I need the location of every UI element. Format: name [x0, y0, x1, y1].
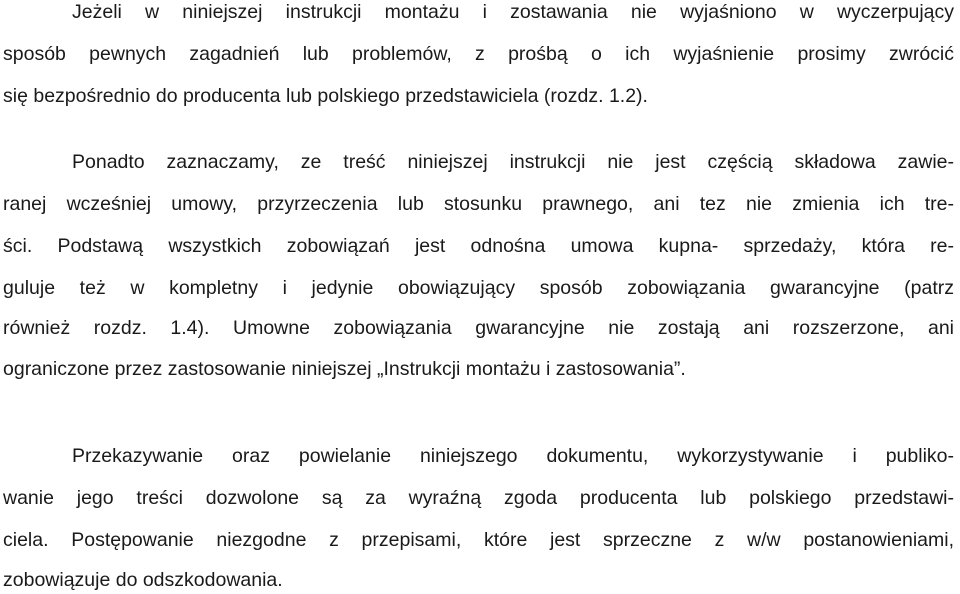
paragraph-3-line-3: ciela. Postępowanie niezgodne z przepisami, które jest sprzeczne z w/w postanowieniami, [3, 529, 954, 551]
paragraph-2-line-3: ści. Podstawą wszystkich zobowiązań jest odnośna umowa kupna- sprzedaży, która re- [3, 235, 954, 257]
paragraph-2-line-1: Ponadto zaznaczamy, ze treść niniejszej instrukcji nie jest częścią składowa zawie- [72, 151, 954, 173]
paragraph-1-line-3: się bezpośrednio do producenta lub polskiego przedstawiciela (rozdz. 1.2). [3, 85, 648, 107]
paragraph-3-line-4: zobowiązuje do odszkodowania. [3, 569, 283, 591]
paragraph-1-line-2: sposób pewnych zagadnień lub problemów, z prośbą o ich wyjaśnienie prosimy zwrócić [3, 43, 954, 65]
paragraph-3-line-1: Przekazywanie oraz powielanie niniejszego dokumentu, wykorzystywanie i publiko- [72, 445, 954, 467]
paragraph-2-line-5: również rozdz. 1.4). Umowne zobowiązania gwarancyjne nie zostają ani rozszerzone, ani [3, 317, 954, 339]
paragraph-1-line-1: Jeżeli w niniejszej instrukcji montażu i zostawania nie wyjaśniono w wyczerpujący [72, 1, 954, 23]
paragraph-2-line-2: ranej wcześniej umowy, przyrzeczenia lub stosunku prawnego, ani tez nie zmienia ich tre- [3, 193, 954, 215]
paragraph-3-line-2: wanie jego treści dozwolone są za wyraźną zgoda producenta lub polskiego przedstawi- [3, 487, 954, 509]
paragraph-2-line-6: ograniczone przez zastosowanie niniejszej „Instrukcji montażu i zastosowania”. [3, 358, 686, 380]
paragraph-2-line-4: guluje też w kompletny i jedynie obowiązujący sposób zobowiązania gwarancyjne (patrz [3, 277, 954, 299]
